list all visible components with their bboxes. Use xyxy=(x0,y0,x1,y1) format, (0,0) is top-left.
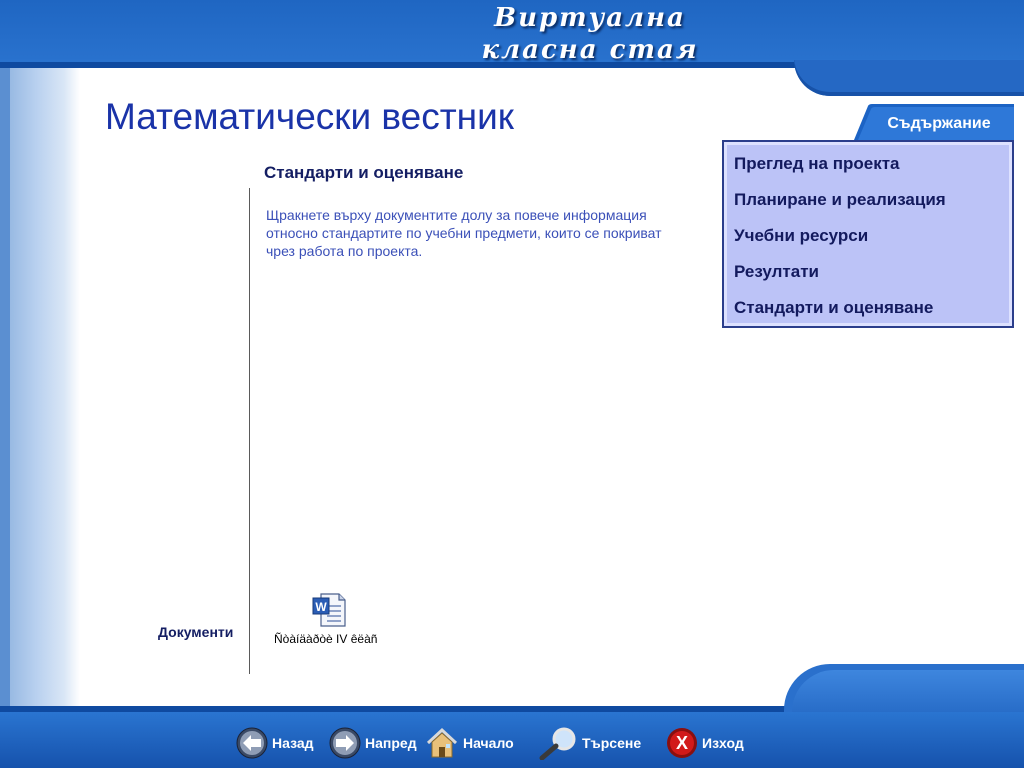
svg-text:W: W xyxy=(315,600,327,614)
back-button[interactable] xyxy=(236,724,314,762)
arrow-right-icon xyxy=(329,727,361,759)
toc-item-overview[interactable]: Преглед на проекта xyxy=(734,154,900,173)
home-label: Начало xyxy=(463,735,514,751)
arrow-left-icon xyxy=(236,727,268,759)
word-document-icon[interactable] xyxy=(311,592,347,628)
divider xyxy=(249,188,250,674)
document-link[interactable] xyxy=(274,592,384,646)
section-intro: Щракнете върху документите долу за повече информация относно стандартите по учебни предмети, които се покриват чрез работа по проекта. xyxy=(266,207,662,259)
app-title: Виртуална класна стая xyxy=(481,3,699,65)
section-heading: Стандарти и оценяване xyxy=(264,163,464,182)
search-icon xyxy=(538,726,578,760)
top-right-decoration xyxy=(794,60,1024,96)
page-title: Математически вестник xyxy=(105,96,514,137)
documents-label: Документи xyxy=(158,624,234,640)
exit-label: Изход xyxy=(702,735,744,751)
close-icon xyxy=(666,727,698,759)
home-icon xyxy=(425,726,459,760)
left-frame-edge xyxy=(0,68,10,708)
forward-button[interactable] xyxy=(329,724,417,762)
svg-text:X: X xyxy=(675,733,689,753)
toc-item-standards[interactable]: Стандарти и оценяване xyxy=(734,298,934,317)
contents-tab-label: Съдържание xyxy=(887,115,991,132)
left-frame xyxy=(0,68,80,708)
back-label: Назад xyxy=(272,735,314,751)
exit-button[interactable] xyxy=(666,724,744,762)
search-label: Търсене xyxy=(582,735,642,751)
home-button[interactable] xyxy=(425,724,514,762)
contents-list xyxy=(734,152,946,332)
toc-item-planning[interactable]: Планиране и реализация xyxy=(734,190,946,209)
toc-item-results[interactable]: Резултати xyxy=(734,262,819,281)
search-button[interactable] xyxy=(538,724,641,762)
toc-item-resources[interactable]: Учебни ресурси xyxy=(734,226,869,245)
document-name[interactable]: Ñòàíäàðòè IV êëàñ xyxy=(274,632,378,646)
forward-label: Напред xyxy=(365,735,417,751)
